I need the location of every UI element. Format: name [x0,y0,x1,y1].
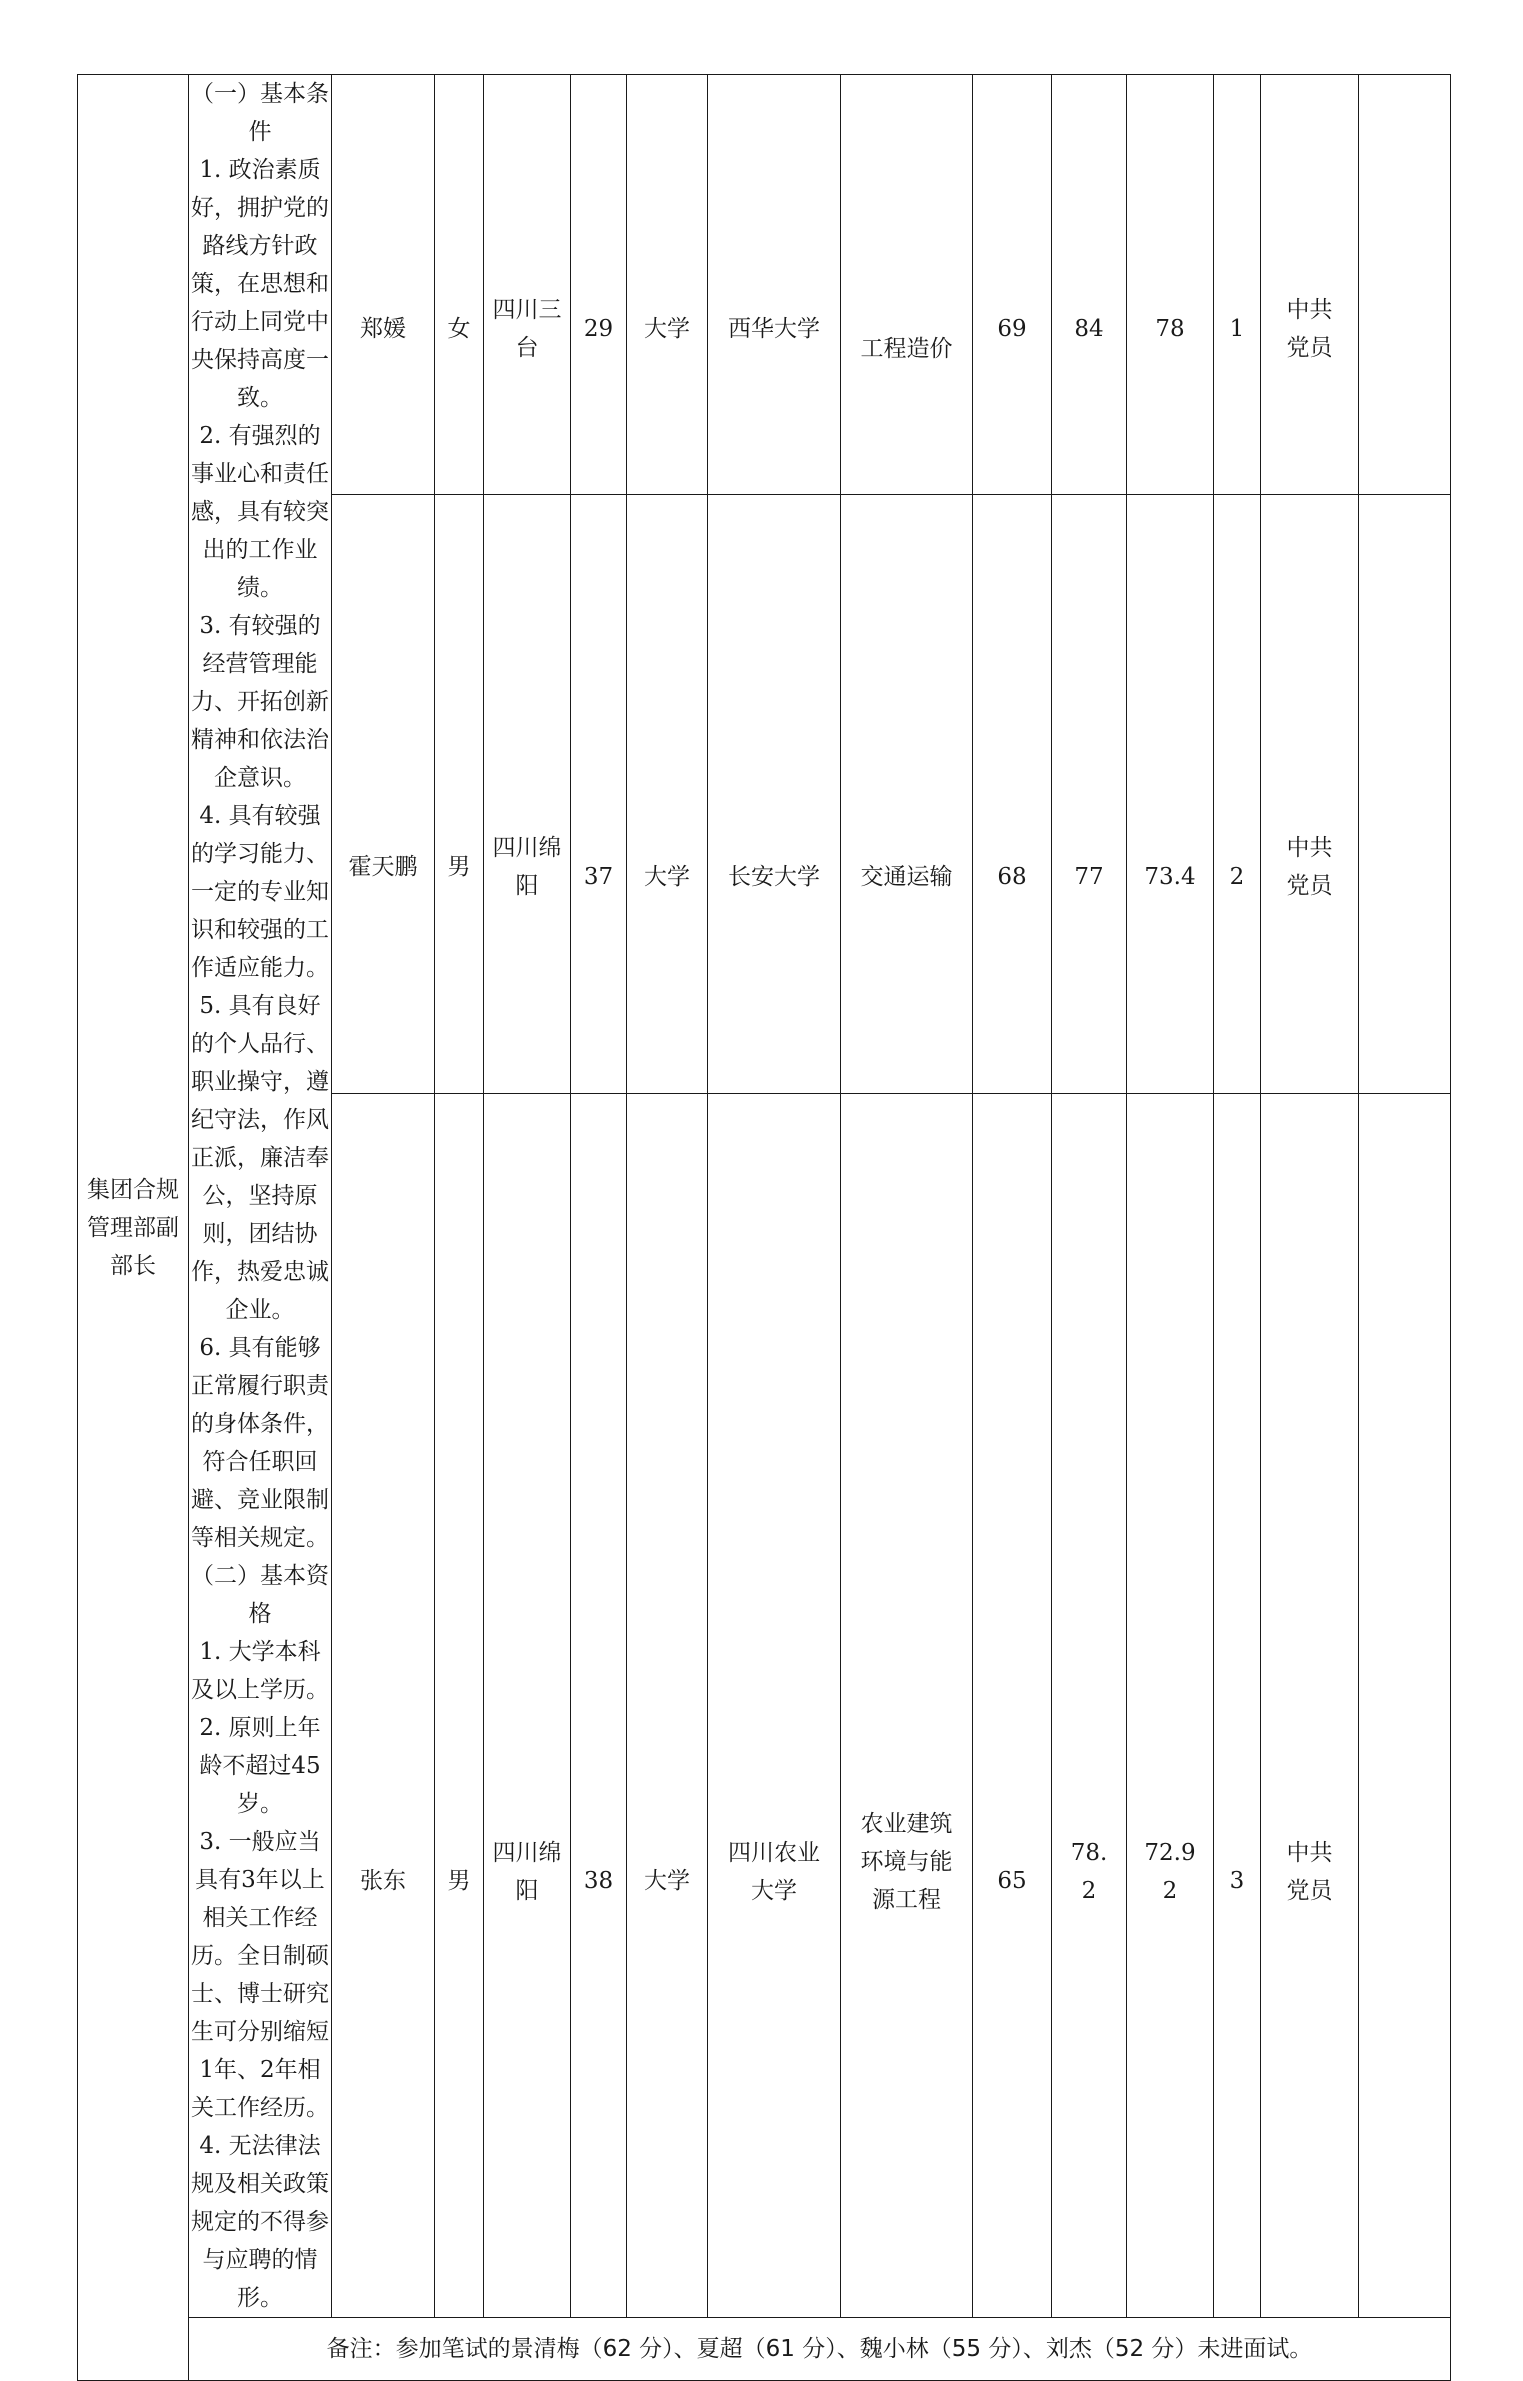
requirements-cell [189,75,332,2318]
candidate-origin: 四川三台 [484,75,571,495]
req-line: 1. 大学本科及以上学历。 [191,1639,329,1703]
req-line: （二）基本资格 [191,1563,329,1627]
candidate-gender: 女 [435,75,484,495]
candidate-note [1359,1094,1451,2318]
candidate-origin: 四川绵阳 [484,494,571,1094]
candidate-political: 中共党员 [1261,1094,1359,2318]
candidate-education: 大学 [627,1094,708,2318]
candidate-name: 郑媛 [332,75,435,495]
score-interview: 77 [1052,494,1127,1094]
candidate-gender: 男 [435,494,484,1094]
req-line: 3. 有较强的经营管理能力、开拓创新精神和依法治企意识。 [191,613,329,791]
score-written: 69 [973,75,1052,495]
candidate-age: 29 [571,75,627,495]
candidate-school: 四川农业大学 [708,1094,841,2318]
candidate-age: 38 [571,1094,627,2318]
candidate-note [1359,494,1451,1094]
score-written: 68 [973,494,1052,1094]
candidate-table [77,74,1451,2381]
candidate-name: 张东 [332,1094,435,2318]
req-line: 2. 原则上年龄不超过45岁。 [199,1715,321,1817]
req-line: 4. 无法律法规及相关政策规定的不得参与应聘的情形。 [191,2133,329,2311]
req-line: 3. 一般应当具有3年以上相关工作经历。全日制硕士、博士研究生可分别缩短1年、2年相关工作经历。 [191,1829,329,2121]
candidate-major: 交通运输 [841,494,973,1094]
candidate-rank: 3 [1214,1094,1261,2318]
position-cell: 集团合规管理部副部长 [78,75,189,2381]
remark-text: 备注：参加笔试的景清梅（62 分）、夏超（61 分）、魏小林（55 分）、刘杰（52 分）未进面试。 [189,2318,1451,2381]
score-total: 72.92 [1127,1094,1214,2318]
score-interview: 84 [1052,75,1127,495]
score-interview: 78.2 [1052,1094,1127,2318]
req-line: 1. 政治素质好，拥护党的路线方针政策，在思想和行动上同党中央保持高度一致。 [191,157,329,411]
candidate-political: 中共党员 [1261,75,1359,495]
candidate-name: 霍天鹏 [332,494,435,1094]
candidate-gender: 男 [435,1094,484,2318]
candidate-school: 西华大学 [708,75,841,495]
candidate-rank: 1 [1214,75,1261,495]
req-line: 5. 具有良好的个人品行、职业操守，遵纪守法，作风正派，廉洁奉公，坚持原则，团结协作，热爱忠诚企业。 [191,993,329,1323]
candidate-education: 大学 [627,75,708,495]
req-line: （一）基本条件 [191,81,329,145]
req-line: 2. 有强烈的事业心和责任感，具有较突出的工作业绩。 [191,423,329,601]
remark-row [78,2318,1451,2381]
req-line: 6. 具有能够正常履行职责的身体条件，符合任职回避、竞业限制等相关规定。 [191,1335,329,1551]
candidate-origin: 四川绵阳 [484,1094,571,2318]
candidate-major: 农业建筑环境与能源工程 [841,1094,973,2318]
candidate-major: 工程造价 [841,75,973,495]
candidate-age: 37 [571,494,627,1094]
candidate-school: 长安大学 [708,494,841,1094]
candidate-note [1359,75,1451,495]
candidate-education: 大学 [627,494,708,1094]
score-total: 78 [1127,75,1214,495]
candidate-political: 中共党员 [1261,494,1359,1094]
score-written: 65 [973,1094,1052,2318]
req-line: 4. 具有较强的学习能力、一定的专业知识和较强的工作适应能力。 [191,803,329,981]
table-row [78,75,1451,495]
candidate-rank: 2 [1214,494,1261,1094]
score-total: 73.4 [1127,494,1214,1094]
